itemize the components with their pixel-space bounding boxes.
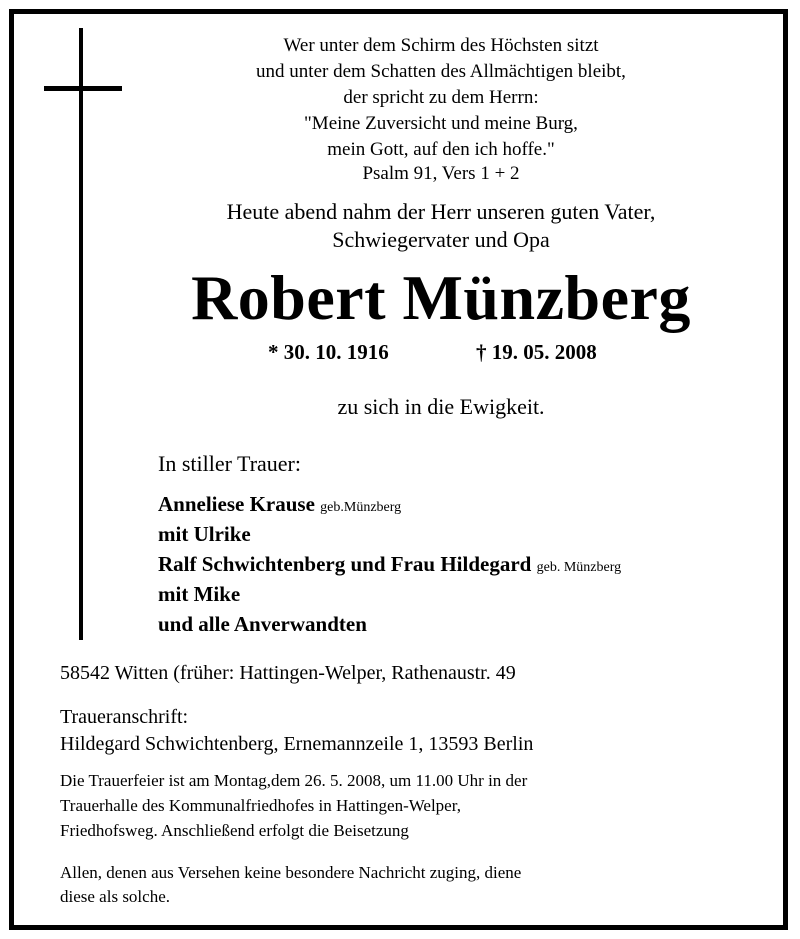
- closing-line: diese als solche.: [60, 887, 170, 906]
- psalm-line: "Meine Zuversicht und meine Burg,: [304, 113, 578, 134]
- death-date: † 19. 05. 2008: [476, 340, 597, 364]
- mourner-name: Ralf Schwichtenberg und Frau Hildegard: [158, 552, 532, 576]
- ceremony-line: Friedhofsweg. Anschließend erfolgt die Beisetzung: [60, 821, 409, 840]
- mourner-row: mit Ulrike: [158, 522, 251, 546]
- mourner-row: [158, 489, 401, 523]
- ceremony-line: Die Trauerfeier ist am Montag,dem 26. 5. 2008, um 11.00 Uhr in der: [60, 771, 528, 790]
- announcement-line: Heute abend nahm der Herr unseren guten Vater,: [226, 199, 656, 224]
- closing-line: Allen, denen aus Versehen keine besondere Nachricht zuging, diene: [60, 863, 522, 882]
- deceased-name: Robert Münzberg: [191, 262, 691, 333]
- cross-icon: [79, 28, 83, 640]
- address-label: Traueranschrift:: [60, 706, 189, 728]
- psalm-reference: Psalm 91, Vers 1 + 2: [362, 163, 520, 184]
- mourner-name: Anneliese Krause: [158, 492, 315, 516]
- announcement-line: Schwiegervater und Opa: [332, 227, 550, 252]
- eternity-text: zu sich in die Ewigkeit.: [337, 394, 545, 419]
- maiden-name: geb.Münzberg: [320, 500, 402, 515]
- mourning-heading: In stiller Trauer:: [158, 451, 301, 476]
- psalm-line: der spricht zu dem Herrn:: [343, 87, 539, 108]
- maiden-name: geb. Münzberg: [536, 560, 622, 575]
- ceremony-line: Trauerhalle des Kommunalfriedhofes in Hattingen-Welper,: [60, 796, 461, 815]
- location-line: 58542 Witten (früher: Hattingen-Welper, Rathenaustr. 49: [60, 662, 516, 684]
- mourner-row: mit Mike: [158, 582, 241, 606]
- address-contact: Hildegard Schwichtenberg, Ernemannzeile 1, 13593 Berlin: [60, 733, 534, 755]
- psalm-line: Wer unter dem Schirm des Höchsten sitzt: [283, 35, 599, 56]
- psalm-line: mein Gott, auf den ich hoffe.": [327, 139, 555, 160]
- psalm-line: und unter dem Schatten des Allmächtigen bleibt,: [256, 61, 626, 82]
- birth-date: * 30. 10. 1916: [268, 340, 389, 364]
- mourner-row: und alle Anverwandten: [158, 612, 367, 636]
- mourner-row: [158, 549, 621, 583]
